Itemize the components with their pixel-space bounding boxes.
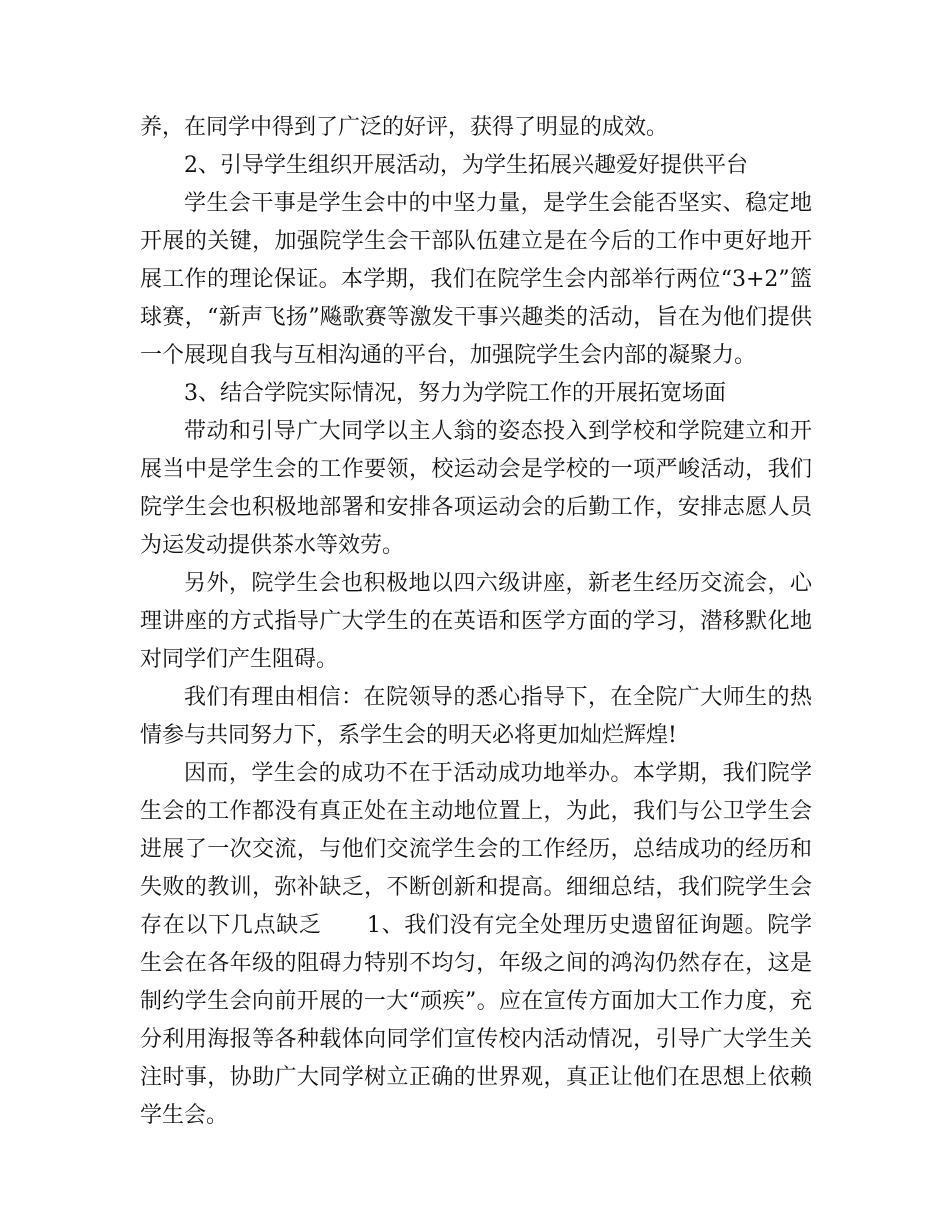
section-heading-2: 2、引导学生组织开展活动，为学生拓展兴趣爱好提供平台 [184, 153, 748, 178]
paragraph-continuation: 养，在同学中得到了广泛的好评，获得了明显的成效。 [140, 115, 669, 140]
paragraph-lectures: 另外，院学生会也积极地以四六级讲座，新老生经历交流会，心理讲座的方式指导广大学生的在英语和医学方面的学习，潜移默化地对同学们产生阻碍。 [140, 571, 812, 672]
document-body [140, 109, 812, 1135]
paragraph-summary-shortcomings: 因而，学生会的成功不在于活动成功地举办。本学期，我们院学生会的工作都没有真正处在主动地位置上，为此，我们与公卫学生会进展了一次交流，与他们交流学生会的工作经历，总结成功的经历和失败的教训，弥补缺乏，不断创新和提高。细细总结，我们院学生会存在以下几点缺乏 1、我们没有完全处理历史遗留征询题。院学生会在各年级的阻碍力特别不均匀，年级之间的鸿沟仍然存在，这是制约学生会向前开展的一大“顽疾”。应在宣传方面加大工作力度，充分利用海报等各种载体向同学们宣传校内活动情况，引导广大学生关注时事，协助广大同学树立正确的世界观，真正让他们在思想上依赖学生会。 [140, 761, 812, 1128]
paragraph-outlook: 我们有理由相信：在院领导的悉心指导下，在全院广大师生的热情参与共同努力下，系学生会的明天必将更加灿烂辉煌! [140, 685, 812, 748]
paragraph-cadre-activities: 学生会干事是学生会中的中坚力量，是学生会能否坚实、稳定地开展的关键，加强院学生会干部队伍建立是在今后的工作中更好地开展工作的理论保证。本学期，我们在院学生会内部举行两位“3+2”篮球赛，“新声飞扬”飚歌赛等激发干事兴趣类的活动，旨在为他们提供一个展现自我与互相沟通的平台，加强院学生会内部的凝聚力。 [140, 191, 812, 368]
section-heading-3: 3、结合学院实际情况，努力为学院工作的开展拓宽场面 [184, 381, 726, 406]
paragraph-sports-meeting: 带动和引导广大同学以主人翁的姿态投入到学校和学院建立和开展当中是学生会的工作要领，校运动会是学校的一项严峻活动，我们院学生会也积极地部署和安排各项运动会的后勤工作，安排志愿人员为运发动提供茶水等效劳。 [140, 419, 812, 558]
